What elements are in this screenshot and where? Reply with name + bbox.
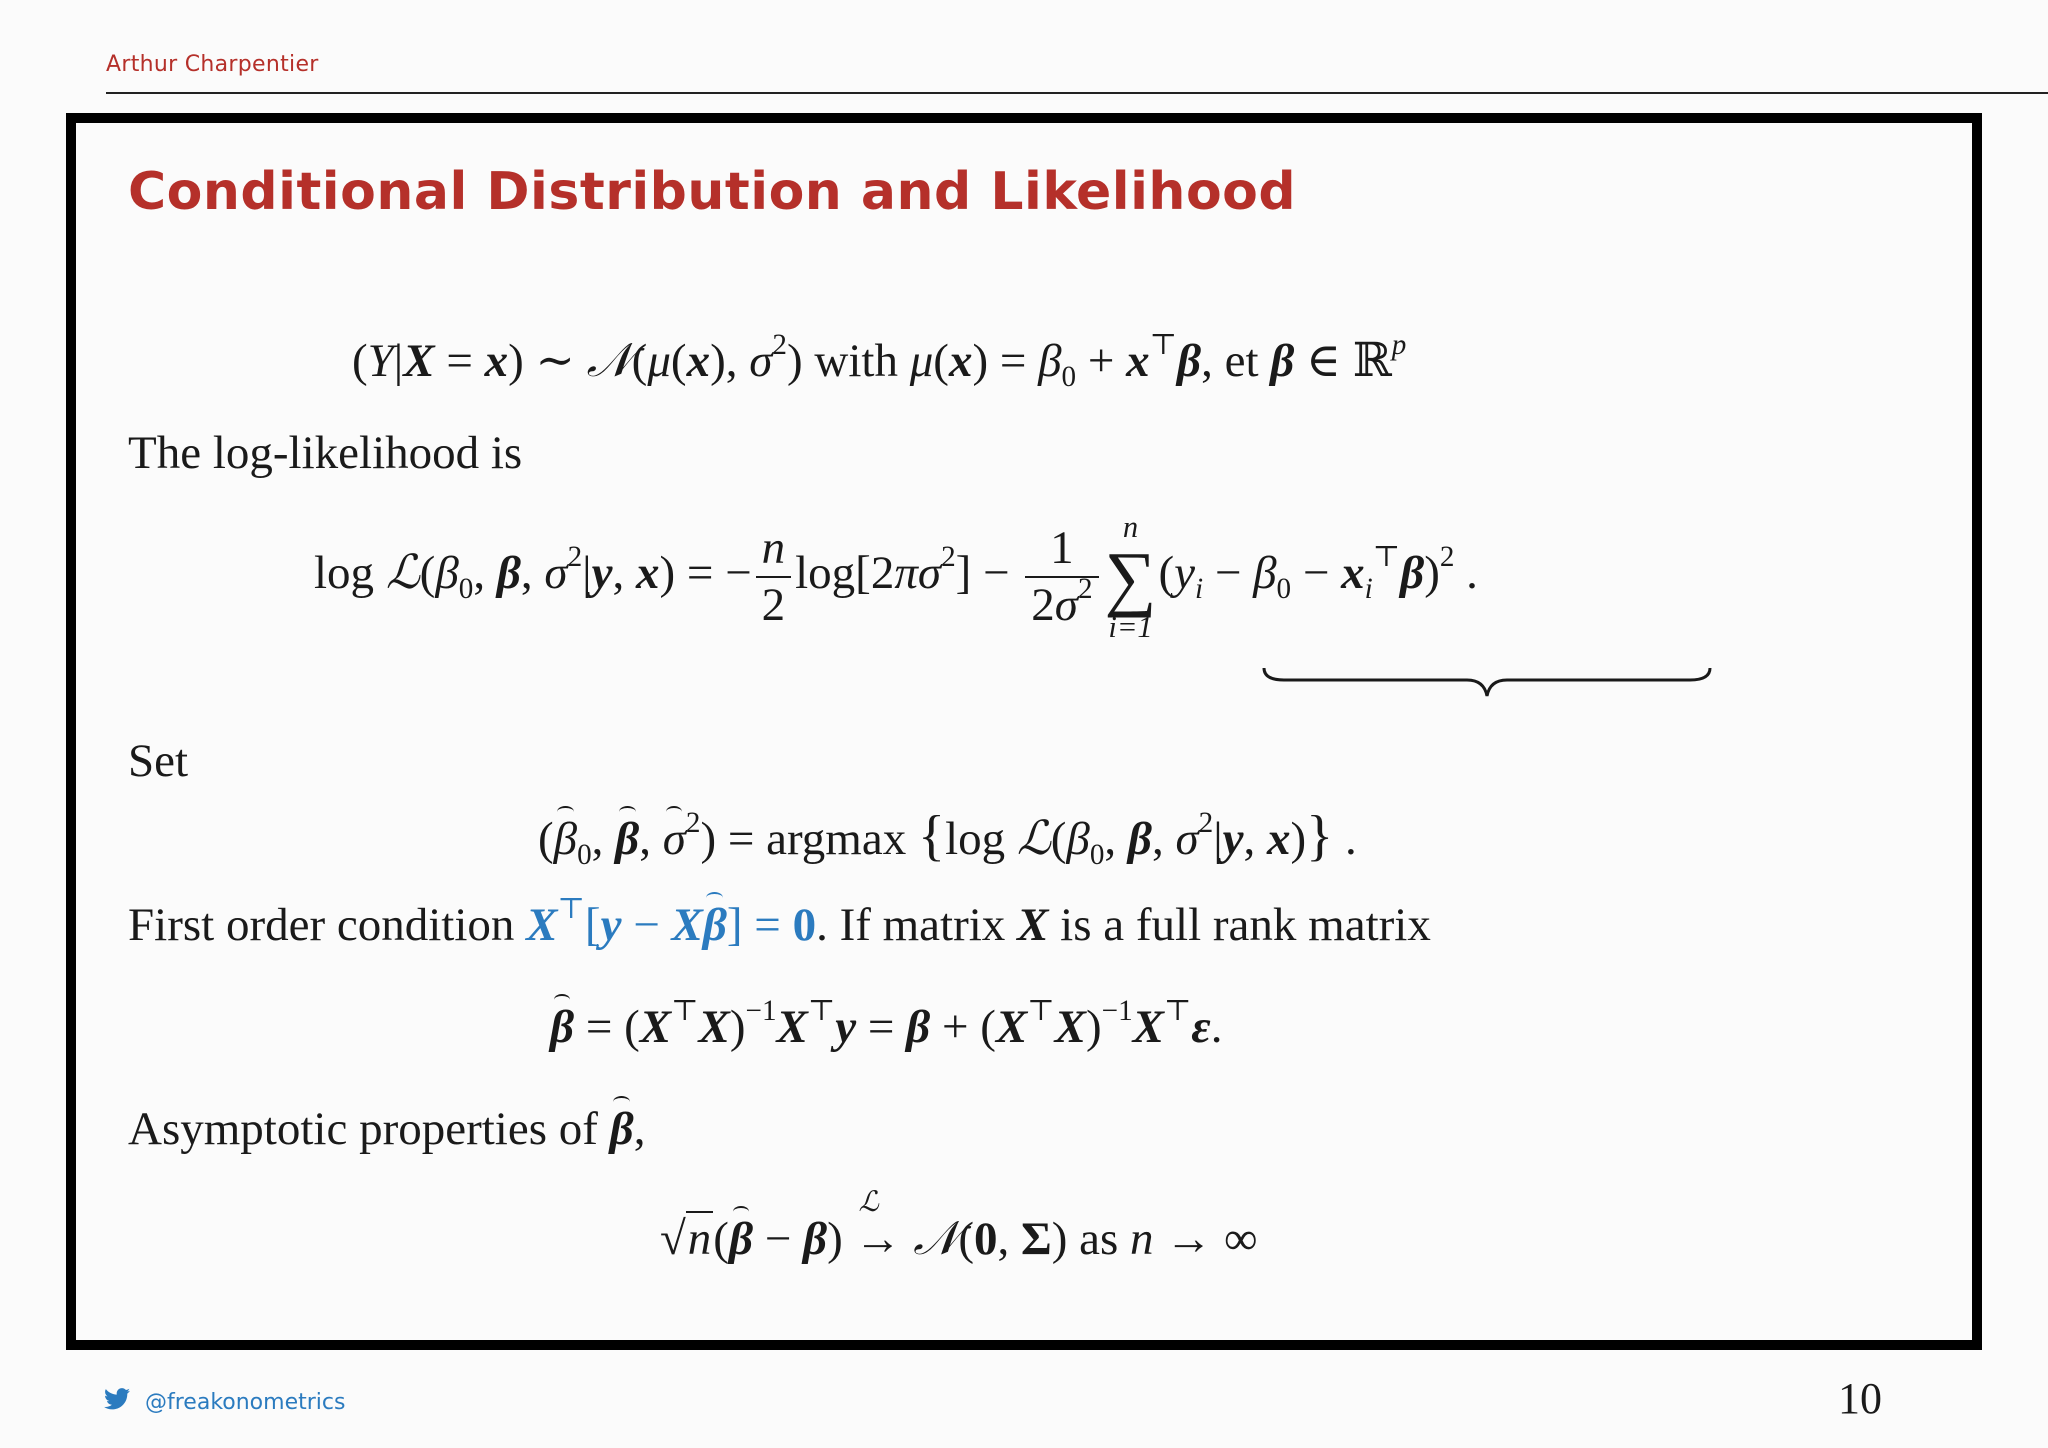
asym-intro: Asymptotic properties of <box>128 1103 598 1155</box>
et-word: et <box>1224 335 1259 387</box>
asymptotic-equation: √n(β − β) ℒ → 𝒩(0, Σ) as n → ∞ <box>660 1185 1258 1265</box>
page-number: 10 <box>1838 1374 1882 1423</box>
model-equation: (Y|X = x) ∼ 𝒩(μ(x), $\sigma^2$) with $\mu(x) = \beta_0 + x^⊤\beta$, et β ∈ ℝ$^p$ <box>352 329 1407 394</box>
asym-line: Asymptotic properties of β, <box>128 1103 646 1155</box>
foc-line: First order condition X⊤[y − Xβ] = 0. If matrix X is a full rank matrix <box>128 893 1431 951</box>
header-author: Arthur Charpentier <box>106 52 319 77</box>
underbrace-icon <box>1262 662 1712 702</box>
foc-tail2: is a full rank matrix <box>1060 899 1431 951</box>
log-word-2: log <box>945 813 1006 865</box>
set-intro: Set <box>128 735 189 787</box>
slide-frame <box>66 113 1982 1350</box>
loglik-equation: $\log ℒ(\beta_0$, β, $\sigma^2|y$, x) = − $\frac{n}{2}$ $\log[2\pi\sigma^2]$ − $\frac{1}{2\sigma^2}$ n ∑ i=1 $(y_i - \beta_0 - x_i^⊤\beta)^2$ . <box>314 510 1478 644</box>
argmax-equation: ($\beta_0$, β, $\sigma^2) = argmax$ {log $ℒ(\beta_0$, β, $\sigma^2|y$, x)} . <box>538 805 1357 872</box>
foc-tail: . If matrix <box>816 899 1006 951</box>
argmax-word: argmax <box>766 813 907 865</box>
log-word: log <box>314 546 375 599</box>
loglik-intro: The log-likelihood is <box>128 427 523 479</box>
footer-twitter-handle[interactable]: @freakonometrics <box>145 1390 346 1415</box>
slide-title: Conditional Distribution and Likelihood <box>128 162 1297 222</box>
ols-equation: $\beta = (X^⊤X)^{-1}X^⊤y = \beta + (X^⊤X)^{-1}X^⊤\varepsilon$. <box>550 995 1223 1053</box>
foc-intro: First order condition <box>128 899 515 951</box>
as-word: as <box>1079 1213 1119 1265</box>
header-rule <box>106 92 2048 94</box>
twitter-bird-icon <box>104 1388 130 1410</box>
foc-formula: X⊤[y − Xβ] = 0 <box>526 893 817 951</box>
with-word: with <box>814 335 898 387</box>
